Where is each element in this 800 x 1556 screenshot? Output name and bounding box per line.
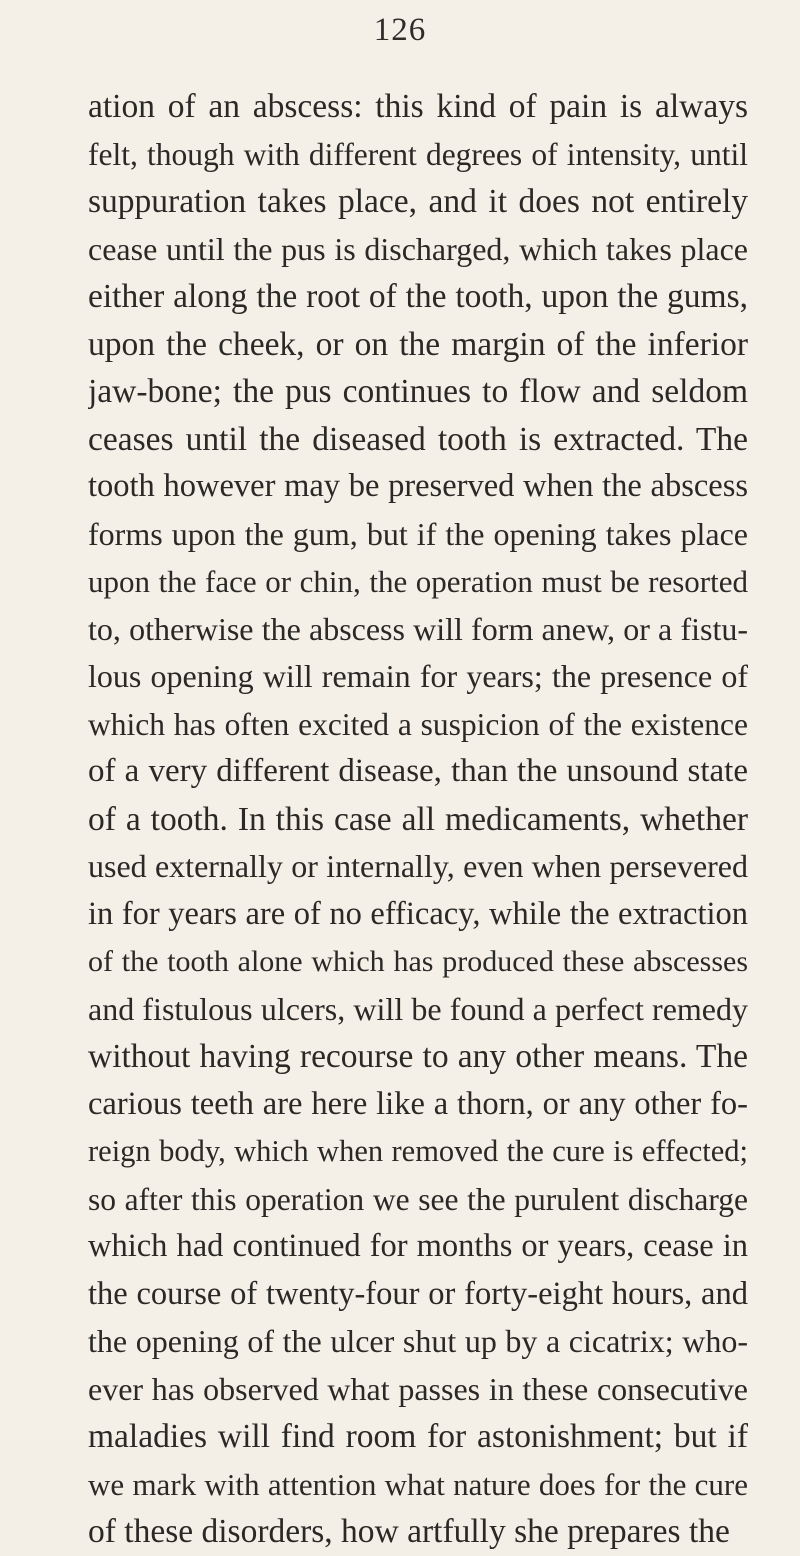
text-line: so after this operation we see the purulent discharge [88,1181,748,1217]
text-line: tooth however may be preserved when the abscess [88,468,748,504]
text-line: which has often excited a suspicion of the existence [88,706,748,742]
text-line: maladies will find room for astonishment; but if [88,1418,748,1455]
text-line: forms upon the gum, but if the opening takes place [88,515,748,552]
text-line: to, otherwise the abscess will form anew, or a fistu- [88,610,748,647]
text-line: of the tooth alone which has produced these abscesses [88,945,748,978]
body-text [88,83,748,1556]
page-number: 126 [373,12,427,48]
text-line: of a very different disease, than the unsound state [88,753,748,789]
text-line: ation of an abscess: this kind of pain is always [88,88,748,125]
text-line: suppuration takes place, and it does not entirely [88,183,748,220]
text-line: of these disorders, how artfully she prepares the [88,1513,730,1550]
text-line: upon the cheek, or on the margin of the inferior [88,325,748,363]
text-line: cease until the pus is discharged, which takes place [88,230,748,267]
text-line: which had continued for months or years, cease in [88,1228,748,1264]
text-line: the course of twenty-four or forty-eight hours, and [88,1275,748,1312]
text-line: and fistulous ulcers, will be found a perfect remedy [88,990,748,1027]
text-line: in for years are of no efficacy, while the extraction [88,895,748,932]
text-line: used externally or internally, even when persevered [88,848,748,884]
text-line: the opening of the ulcer shut up by a cicatrix; who- [88,1323,748,1359]
text-line: without having recourse to any other means. The [88,1038,748,1075]
text-line: of a tooth. In this case all medicaments, whether [88,800,748,838]
text-line: ever has observed what passes in these consecutive [88,1370,748,1407]
text-line: carious teeth are here like a thorn, or any other fo- [88,1085,748,1122]
text-line: felt, though with different degrees of intensity, until [88,136,748,172]
text-line: either along the root of the tooth, upon the gums, [88,278,748,315]
text-line: reign body, which when removed the cure is effected; [88,1134,748,1168]
text-line: lous opening will remain for years; the presence of [88,658,748,694]
text-line: we mark with attention what nature does for the cure [88,1466,748,1502]
text-line: jaw-bone; the pus continues to flow and seldom [88,373,748,410]
text-line: ceases until the diseased tooth is extracted. The [88,420,748,458]
text-line: upon the face or chin, the operation must be resorted [88,564,748,599]
